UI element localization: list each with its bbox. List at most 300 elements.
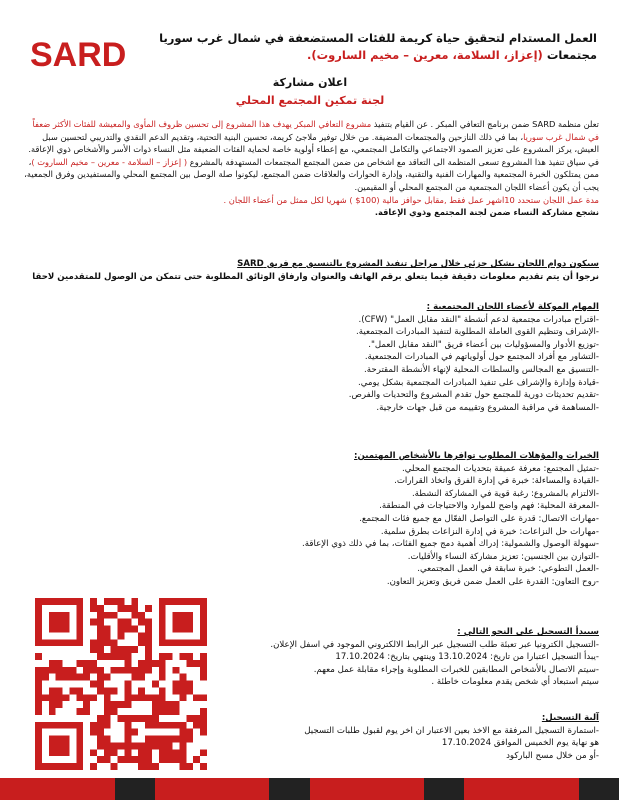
qr-module bbox=[145, 742, 152, 749]
bottom-bar-segment bbox=[424, 778, 464, 800]
qr-module bbox=[90, 694, 97, 701]
intro-text-a: تعلن منظمة SARD ضمن برنامج التعافي المبكر . عن القيام بتنفيذ bbox=[371, 119, 599, 129]
qr-module bbox=[152, 763, 159, 770]
qr-module bbox=[159, 667, 166, 674]
qr-finder-core bbox=[173, 612, 194, 633]
qr-module bbox=[83, 708, 90, 715]
qr-module bbox=[104, 736, 111, 743]
qr-module bbox=[152, 660, 159, 667]
qr-module bbox=[56, 687, 63, 694]
qr-module bbox=[200, 708, 207, 715]
qr-module bbox=[49, 708, 56, 715]
qr-module bbox=[124, 626, 131, 633]
qr-module bbox=[35, 674, 42, 681]
list-item: -التنسيق مع المجالس والسلطات المحلية لإنهاء الأنشطة المقترحة. bbox=[364, 364, 599, 375]
qr-module bbox=[159, 660, 166, 667]
qr-module bbox=[200, 722, 207, 729]
qr-module bbox=[193, 756, 200, 763]
qr-module bbox=[35, 708, 42, 715]
tasks-title: المهام الموكلة لأعضاء اللجان المجتمعية : bbox=[426, 302, 599, 312]
qr-module bbox=[145, 722, 152, 729]
qr-module bbox=[97, 605, 104, 612]
intro-target-areas: ( إعزاز – السلامة - معرين – مخيم الساروت ) bbox=[31, 156, 188, 167]
qr-module bbox=[159, 653, 166, 660]
qr-module bbox=[166, 756, 173, 763]
qr-module bbox=[131, 756, 138, 763]
qr-module bbox=[83, 660, 90, 667]
header-line-2 bbox=[157, 47, 597, 64]
list-item: -الالتزام بالمشروع: رغبة قوية في المشاركة النشطة. bbox=[411, 488, 599, 499]
qr-module bbox=[179, 653, 186, 660]
mechanism-list bbox=[219, 725, 599, 763]
qr-module bbox=[111, 639, 118, 646]
qr-module bbox=[131, 605, 138, 612]
bottom-bar-segment bbox=[115, 778, 155, 800]
qr-module bbox=[118, 653, 125, 660]
qr-module bbox=[131, 646, 138, 653]
qr-module bbox=[111, 701, 118, 708]
qr-module bbox=[131, 612, 138, 619]
qr-module bbox=[179, 722, 186, 729]
committee-duration: مدة عمل اللجان ستحدد 10اشهر عمل فقط ,مقابل حوافز مالية (100$ ) شهريا لكل ممثل من أعضاء اللجان . bbox=[223, 194, 599, 205]
qr-module bbox=[124, 749, 131, 756]
qr-module bbox=[193, 694, 200, 701]
qr-module bbox=[200, 729, 207, 736]
qr-module bbox=[138, 694, 145, 701]
qr-module bbox=[111, 598, 118, 605]
qr-module bbox=[145, 660, 152, 667]
qr-module bbox=[90, 667, 97, 674]
qr-module bbox=[159, 701, 166, 708]
qr-code-icon[interactable] bbox=[35, 598, 207, 770]
qr-module bbox=[76, 660, 83, 667]
qr-module bbox=[49, 667, 56, 674]
qr-module bbox=[118, 646, 125, 653]
announcement-title: اعلان مشاركة bbox=[272, 76, 348, 89]
qr-module bbox=[124, 722, 131, 729]
skills-section bbox=[21, 450, 599, 589]
qr-module bbox=[76, 694, 83, 701]
qr-module bbox=[138, 619, 145, 626]
qr-module bbox=[131, 598, 138, 605]
qr-module bbox=[159, 674, 166, 681]
list-item: -تمثيل المجتمع: معرفة عميقة بتحديات المجتمع المحلي. bbox=[401, 463, 599, 474]
qr-module bbox=[97, 729, 104, 736]
qr-module bbox=[124, 736, 131, 743]
qr-module bbox=[90, 749, 97, 756]
qr-module bbox=[159, 708, 166, 715]
qr-module bbox=[145, 763, 152, 770]
qr-module bbox=[49, 660, 56, 667]
qr-module bbox=[124, 619, 131, 626]
intro-text-b: ، بما في ذلك النازحين والمجتمعات المضيفة. من خلال توفير ملاجئ كريمة، تحسين البنية التحتية، وتقديم الدعم النقدي والتدريبي لتحسين سبل العيش، يركز المشروع على تعزيز الصمود الاجتماعي والتكامل المجتمعي، مع إعطاء أولوية خاصة لحماية الفئات الضعيفة مثل النساء ذوات الأسر والأشخاص ذوي الإعاقة. في سياق تنفيذ هذا المشروع تسعى المنظمة الى التعاقد مع اشخاص من ضمن المجتمع المجتمعات المستهدفة بالمشروع bbox=[28, 131, 599, 167]
header-line-2-areas: (إعزاز، السلامة، معرين – مخيم الساروت). bbox=[306, 48, 543, 62]
qr-module bbox=[152, 736, 159, 743]
mechanism-section bbox=[219, 712, 599, 762]
qr-module bbox=[90, 619, 97, 626]
qr-module bbox=[138, 715, 145, 722]
list-item: -مهارات حل النزاعات: خبرة في إدارة النزاعات بطرق سلمية. bbox=[380, 526, 599, 537]
qr-module bbox=[145, 639, 152, 646]
intro-project-goal: مشروع التعافي المبكر يهدف هذا المشروع إلى تحسين ظروف المأوى والمعيشة للفئات الأكثر ضعفاً في شمال غرب سوريا bbox=[32, 119, 599, 142]
qr-module bbox=[166, 653, 173, 660]
qr-module bbox=[97, 612, 104, 619]
qr-module bbox=[152, 742, 159, 749]
qr-module bbox=[166, 736, 173, 743]
qr-module bbox=[152, 715, 159, 722]
qr-module bbox=[159, 687, 166, 694]
mechanism-title: آلية التسجيل: bbox=[541, 713, 599, 723]
qr-module bbox=[186, 736, 193, 743]
list-item: -تقديم تحديثات دورية للمجتمع حول تقدم المشروع والتحديات والفرص. bbox=[348, 390, 599, 401]
qr-module bbox=[69, 687, 76, 694]
qr-module bbox=[124, 694, 131, 701]
header-line-2-prefix: مجتمعات bbox=[542, 48, 597, 62]
qr-module bbox=[131, 694, 138, 701]
note-body: نرجوا أن يتم تقديم معلومات دقيقة فيما يتعلق برقم الهاتف والعنوان وارفاق الوثائق المطلوبة حتى تتمكن من الوصول للمتقدمين لاحقا bbox=[32, 271, 599, 282]
qr-module bbox=[166, 749, 173, 756]
list-item: هو نهاية يوم الخميس الموافق 17.10.2024 bbox=[441, 738, 599, 749]
qr-module bbox=[83, 694, 90, 701]
qr-module bbox=[193, 722, 200, 729]
qr-module bbox=[35, 701, 42, 708]
qr-module bbox=[179, 729, 186, 736]
qr-module bbox=[179, 756, 186, 763]
qr-module bbox=[152, 722, 159, 729]
qr-module bbox=[104, 653, 111, 660]
qr-module bbox=[35, 667, 42, 674]
qr-module bbox=[104, 708, 111, 715]
qr-module bbox=[97, 626, 104, 633]
qr-module bbox=[104, 722, 111, 729]
qr-module bbox=[138, 667, 145, 674]
qr-module bbox=[63, 667, 70, 674]
qr-module bbox=[90, 598, 97, 605]
qr-module bbox=[97, 646, 104, 653]
qr-module bbox=[69, 667, 76, 674]
qr-module bbox=[145, 749, 152, 756]
qr-module bbox=[138, 632, 145, 639]
header-title bbox=[157, 30, 597, 64]
qr-module bbox=[42, 667, 49, 674]
qr-module bbox=[56, 694, 63, 701]
qr-module bbox=[145, 626, 152, 633]
qr-module bbox=[97, 756, 104, 763]
qr-module bbox=[173, 701, 180, 708]
qr-module bbox=[90, 681, 97, 688]
list-item: -العمل التطوعي: خبرة سابقة في العمل المجتمعي. bbox=[417, 564, 599, 575]
qr-module bbox=[159, 736, 166, 743]
qr-module bbox=[118, 701, 125, 708]
qr-module bbox=[42, 674, 49, 681]
registration-section bbox=[219, 626, 599, 689]
list-item: -التشاور مع أفراد المجتمع حول أولوياتهم في المبادرات المجتمعية. bbox=[364, 352, 599, 363]
qr-module bbox=[138, 749, 145, 756]
qr-module bbox=[145, 632, 152, 639]
qr-module bbox=[97, 742, 104, 749]
qr-module bbox=[104, 694, 111, 701]
bottom-bar-segment bbox=[269, 778, 309, 800]
qr-module bbox=[111, 667, 118, 674]
qr-module bbox=[69, 674, 76, 681]
qr-module bbox=[138, 660, 145, 667]
qr-module bbox=[173, 687, 180, 694]
qr-module bbox=[42, 694, 49, 701]
list-item: -الإشراف وتنظيم القوى العاملة المطلوبة لتنفيذ المبادرات المجتمعية. bbox=[356, 327, 599, 338]
qr-module bbox=[76, 674, 83, 681]
qr-module bbox=[97, 653, 104, 660]
bottom-bar-segment bbox=[155, 778, 270, 800]
qr-module bbox=[145, 646, 152, 653]
qr-module bbox=[104, 632, 111, 639]
list-item: -اقتراح مبادرات مجتمعية لدعم أنشطة "النقد مقابل العمل" (CFW). bbox=[358, 314, 599, 325]
qr-module bbox=[90, 763, 97, 770]
qr-module bbox=[200, 694, 207, 701]
qr-module bbox=[173, 749, 180, 756]
qr-module bbox=[186, 763, 193, 770]
qr-module bbox=[97, 722, 104, 729]
qr-module bbox=[124, 687, 131, 694]
qr-module bbox=[56, 701, 63, 708]
qr-module bbox=[90, 722, 97, 729]
qr-module bbox=[131, 742, 138, 749]
qr-module bbox=[186, 653, 193, 660]
sard-logo bbox=[30, 36, 126, 70]
qr-module bbox=[131, 674, 138, 681]
qr-module bbox=[179, 763, 186, 770]
qr-module bbox=[118, 632, 125, 639]
qr-module bbox=[124, 742, 131, 749]
qr-module bbox=[145, 694, 152, 701]
qr-module bbox=[166, 701, 173, 708]
qr-module bbox=[138, 674, 145, 681]
qr-module bbox=[83, 701, 90, 708]
qr-module bbox=[138, 742, 145, 749]
qr-module bbox=[104, 639, 111, 646]
qr-module bbox=[173, 708, 180, 715]
qr-module bbox=[124, 653, 131, 660]
qr-module bbox=[97, 715, 104, 722]
qr-module bbox=[97, 681, 104, 688]
qr-module bbox=[159, 756, 166, 763]
qr-module bbox=[104, 674, 111, 681]
qr-module bbox=[76, 687, 83, 694]
intro-section bbox=[21, 118, 599, 219]
qr-module bbox=[152, 694, 159, 701]
list-item: سيتم استبعاد أي شخص يقدم معلومات خاطئة . bbox=[431, 677, 599, 688]
list-item: -مهارات الاتصال: قدرة على التواصل الفعّال مع جميع فئات المجتمع. bbox=[359, 513, 599, 524]
qr-module bbox=[104, 687, 111, 694]
qr-module bbox=[200, 660, 207, 667]
qr-module bbox=[166, 742, 173, 749]
qr-module bbox=[111, 749, 118, 756]
qr-module bbox=[104, 756, 111, 763]
qr-module bbox=[111, 742, 118, 749]
qr-module bbox=[200, 749, 207, 756]
qr-module bbox=[111, 612, 118, 619]
qr-module bbox=[173, 722, 180, 729]
qr-module bbox=[90, 639, 97, 646]
qr-module bbox=[159, 694, 166, 701]
intro-paragraph bbox=[21, 118, 599, 194]
qr-module bbox=[124, 729, 131, 736]
list-item: -روح التعاون: القدرة على العمل ضمن فريق وتعزيز التعاون. bbox=[386, 576, 599, 587]
list-item: -سهولة الوصول والشمولية: إدراك أهمية دمج جميع الفئات، بما في ذلك ذوي الإعاقة. bbox=[302, 539, 599, 550]
qr-module bbox=[63, 674, 70, 681]
qr-module bbox=[166, 722, 173, 729]
qr-module bbox=[118, 756, 125, 763]
qr-module bbox=[97, 687, 104, 694]
qr-module bbox=[173, 667, 180, 674]
qr-module bbox=[97, 667, 104, 674]
qr-module bbox=[131, 729, 138, 736]
bottom-bar-segment bbox=[464, 778, 579, 800]
qr-module bbox=[124, 667, 131, 674]
qr-module bbox=[111, 646, 118, 653]
qr-module bbox=[35, 694, 42, 701]
qr-module bbox=[138, 756, 145, 763]
qr-module bbox=[200, 667, 207, 674]
qr-module bbox=[118, 598, 125, 605]
qr-module bbox=[97, 619, 104, 626]
qr-finder-core bbox=[49, 612, 70, 633]
qr-finder-core bbox=[49, 736, 70, 757]
intro-text-c: ، ممن يمتلكون الخبرة المجتمعية والمهارات الفنية والتقنية، وإدارة الحوارات والعلاقات ضمن المجتمع، ليكونوا صلة الوصل بين المجتمع المحلي والمستفيدين وفرق الجمعية، يجب أن يكون أعضاء اللجان المجتمعية من المجتمع المحلي أو المقيمين. bbox=[24, 156, 599, 192]
qr-module bbox=[173, 756, 180, 763]
qr-module bbox=[138, 687, 145, 694]
logo-text: SARD bbox=[30, 36, 126, 70]
qr-module bbox=[152, 701, 159, 708]
qr-module bbox=[111, 687, 118, 694]
list-item: -المعرفة المحلية: فهم واضح للموارد والاحتياجات في المنطقة. bbox=[379, 501, 599, 512]
qr-module bbox=[124, 660, 131, 667]
list-item: -قيادة وإدارة والإشراف على تنفيذ المبادرات المجتمعية بشكل يومي. bbox=[358, 377, 599, 388]
bottom-bar-segment bbox=[310, 778, 425, 800]
qr-module bbox=[49, 701, 56, 708]
qr-module bbox=[193, 715, 200, 722]
announcement-subtitle: لجنة تمكين المجتمع المحلي bbox=[235, 94, 385, 107]
qr-module bbox=[179, 674, 186, 681]
qr-module bbox=[145, 605, 152, 612]
list-item: -استمارة التسجيل المرفقة مع الاخذ بعين الاعتبار ان اخر يوم لقبول طلبات التسجيل bbox=[304, 725, 599, 736]
qr-module bbox=[179, 749, 186, 756]
qr-module bbox=[131, 626, 138, 633]
qr-module bbox=[152, 708, 159, 715]
registration-list bbox=[219, 639, 599, 689]
qr-module bbox=[152, 681, 159, 688]
qr-module bbox=[56, 660, 63, 667]
bottom-decorative-bar bbox=[0, 778, 619, 800]
qr-module bbox=[124, 715, 131, 722]
qr-module bbox=[179, 687, 186, 694]
qr-module bbox=[124, 701, 131, 708]
qr-module bbox=[124, 605, 131, 612]
qr-module bbox=[131, 667, 138, 674]
qr-module bbox=[186, 681, 193, 688]
qr-module bbox=[118, 605, 125, 612]
qr-module bbox=[90, 646, 97, 653]
qr-module bbox=[179, 736, 186, 743]
qr-module bbox=[97, 674, 104, 681]
qr-module bbox=[173, 681, 180, 688]
qr-module bbox=[159, 722, 166, 729]
qr-module bbox=[179, 681, 186, 688]
list-item: -التوازن بين الجنسين: تعزيز مشاركة النساء والأقليات. bbox=[407, 551, 599, 562]
qr-module bbox=[83, 667, 90, 674]
qr-module bbox=[97, 736, 104, 743]
encourage-women: نشجع مشاركة النساء ضمن لجنة المجتمع وذوي الإعاقة. bbox=[374, 207, 599, 218]
qr-module bbox=[186, 660, 193, 667]
qr-module bbox=[118, 715, 125, 722]
qr-module bbox=[104, 742, 111, 749]
qr-module bbox=[145, 653, 152, 660]
qr-module bbox=[124, 681, 131, 688]
qr-module bbox=[118, 667, 125, 674]
skills-title: الخبرات والمؤهلات المطلوب توافرها بالأشخاص المهتمين: bbox=[354, 451, 599, 461]
qr-module bbox=[145, 756, 152, 763]
skills-list bbox=[21, 463, 599, 589]
qr-module bbox=[200, 763, 207, 770]
bottom-bar-segment bbox=[0, 778, 115, 800]
list-item: -أو من خلال مسح الباركود bbox=[506, 750, 599, 761]
qr-module bbox=[193, 660, 200, 667]
qr-module bbox=[49, 694, 56, 701]
qr-module bbox=[111, 763, 118, 770]
list-item: -توزيع الأدوار والمسؤوليات بين أعضاء فريق "النقد مقابل العمل". bbox=[368, 339, 599, 350]
qr-module bbox=[124, 756, 131, 763]
note-section bbox=[21, 258, 599, 283]
qr-module bbox=[186, 687, 193, 694]
bottom-bar-segment bbox=[579, 778, 619, 800]
qr-module bbox=[166, 708, 173, 715]
qr-module bbox=[179, 694, 186, 701]
qr-module bbox=[118, 742, 125, 749]
qr-module bbox=[145, 715, 152, 722]
list-item: -يبدأ التسجيل اعتبارا من تاريخ: 13.10.2024 وينتهي بتاريخ: 17.10.2024 bbox=[335, 652, 599, 663]
qr-module bbox=[90, 660, 97, 667]
qr-module bbox=[111, 653, 118, 660]
list-item: -القيادة والمساءلة: خبرة في إدارة الفرق واتخاذ القرارات. bbox=[394, 476, 599, 487]
list-item: -التسجيل الكترونيا عبر تعبئة طلب التسجيل عبر الرابط الالكتروني الموجود في اسفل الإعلان. bbox=[270, 639, 599, 650]
qr-module bbox=[145, 736, 152, 743]
registration-title: سيبدأ التسجيل على النحو التالي : bbox=[457, 627, 599, 637]
qr-module bbox=[104, 598, 111, 605]
qr-module bbox=[159, 742, 166, 749]
qr-module bbox=[145, 667, 152, 674]
qr-module bbox=[186, 729, 193, 736]
qr-module bbox=[118, 626, 125, 633]
qr-module bbox=[35, 653, 42, 660]
list-item: -المساهمة في مراقبة المشروع وتقييمه من قبل جهات خارجية. bbox=[376, 402, 599, 413]
qr-module bbox=[104, 749, 111, 756]
qr-module bbox=[131, 715, 138, 722]
qr-module bbox=[56, 674, 63, 681]
note-title: سيكون دوام اللجان بشكل جزئي خلال مراحل تنفيذ المشروع بالتنسيق مع فريق SARD bbox=[237, 259, 599, 269]
qr-module bbox=[179, 742, 186, 749]
qr-module bbox=[104, 701, 111, 708]
qr-module bbox=[35, 681, 42, 688]
qr-module bbox=[138, 763, 145, 770]
qr-module bbox=[35, 687, 42, 694]
qr-module bbox=[83, 674, 90, 681]
qr-module bbox=[56, 667, 63, 674]
qr-module bbox=[90, 605, 97, 612]
qr-module bbox=[173, 736, 180, 743]
tasks-section bbox=[21, 301, 599, 414]
qr-module bbox=[97, 639, 104, 646]
qr-module bbox=[111, 708, 118, 715]
qr-module bbox=[90, 729, 97, 736]
